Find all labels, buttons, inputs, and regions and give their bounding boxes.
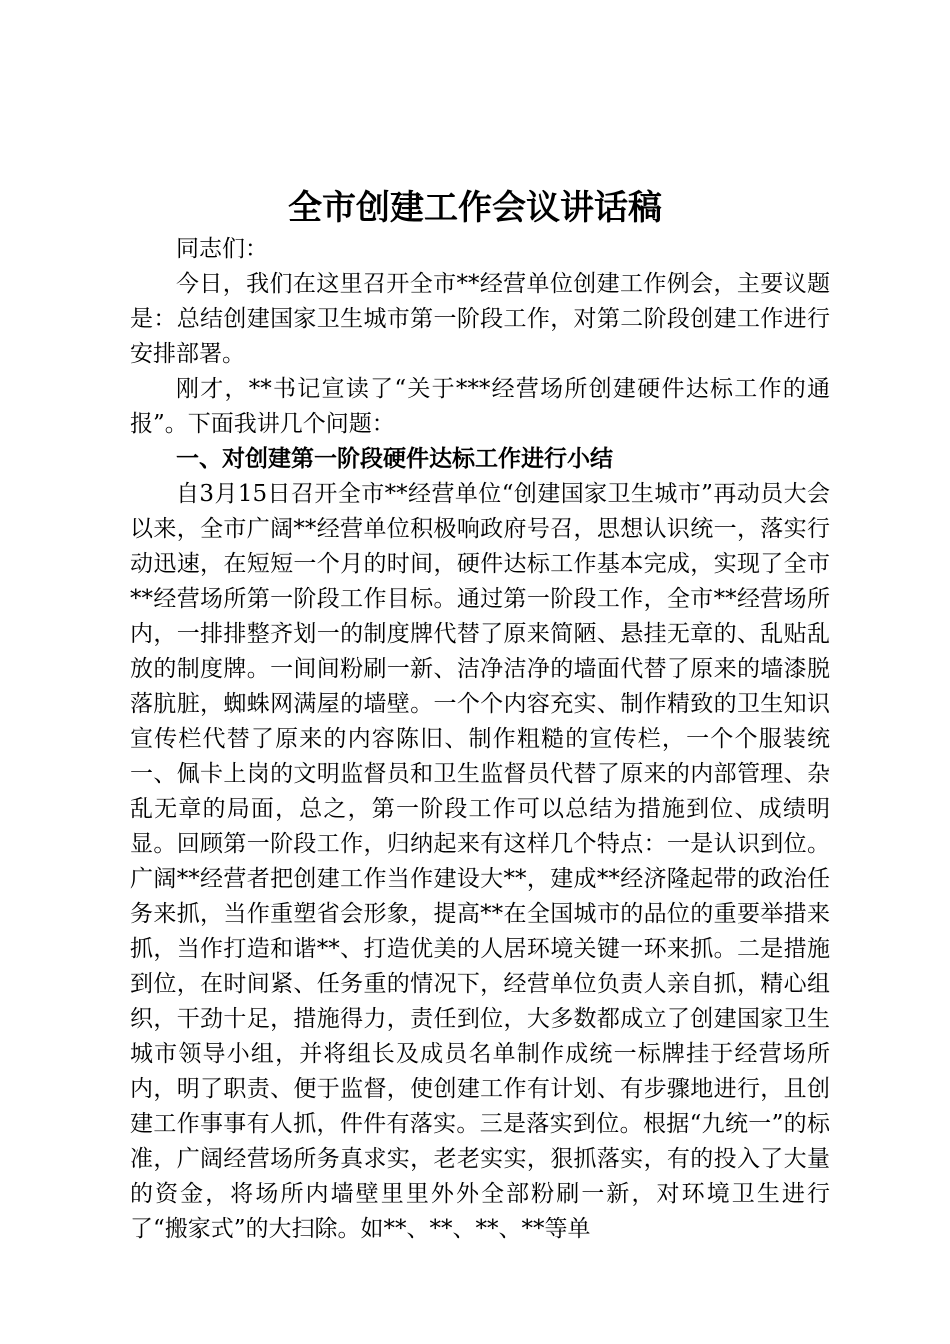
paragraph-intro: 今日，我们在这里召开全市**经营单位创建工作例会，主要议题是：总结创建国家卫生城市第一阶段工作，对第二阶段创建工作进行安排部署。 (130, 271, 830, 367)
section-heading: 一、对创建第一阶段硬件达标工作进行小结 (176, 446, 613, 472)
section-paragraph: 自3月15日召开全市**经营单位“创建国家卫生城市”再动员大会以来，全市广阔**经营单位积极响政府号召，思想认识统一，落实行动迅速，在短短一个月的时间，硬件达标工作基本完成，实现了全市**经营场所第一阶段工作目标。通过第一阶段工作，全市**经营场所内，一排排整齐划一的制度牌代替了原来简陋、悬挂无章的、乱贴乱放的制度牌。一间间粉刷一新、洁净洁净的墙面代替了原来的墙漆脱落肮脏，蜘蛛网满屋的墙壁。一个个内容充实、制作精致的卫生知识宣传栏代替了原来的内容陈旧、制作粗糙的宣传栏，一个个服装统一、佩卡上岗的文明监督员和卫生监督员代替了原来的内部管理、杂乱无章的局面，总之，第一阶段工作可以总结为措施到位、成绩明显。回顾第一阶段工作，归纳起来有这样几个特点：一是认识到位。广阔**经营者把创建工作当作建设大**，建成**经济隆起带的政治任务来抓，当作重塑省会形象，提高**在全国城市的品位的重要举措来抓，当作打造和谐**、打造优美的人居环境关键一环来抓。二是措施到位，在时间紧、任务重的情况下，经营单位负责人亲自抓，精心组织，干劲十足，措施得力，责任到位，大多数都成立了创建国家卫生城市领导小组，并将组长及成员名单制作成统一标牌挂于经营场所内，明了职责、便于监督，使创建工作有计划、有步骤地进行，且创建工作事事有人抓，件件有落实。三是落实到位。根据“九统一”的标准，广阔经营场所务真求实，老老实实，狠抓落实，有的投入了大量的资金，将场所内墙壁里里外外全部粉刷一新，对环境卫生进行了“搬家式”的大扫除。如**、**、**、**等单 (130, 481, 830, 1242)
document-body (130, 232, 830, 1247)
salutation: 同志们： (176, 236, 268, 262)
document-title: 全市创建工作会议讲话稿 (288, 188, 662, 228)
paragraph-report: 刚才，**书记宣读了“关于***经营场所创建硬件达标工作的通报”。下面我讲几个问题： (130, 376, 830, 437)
